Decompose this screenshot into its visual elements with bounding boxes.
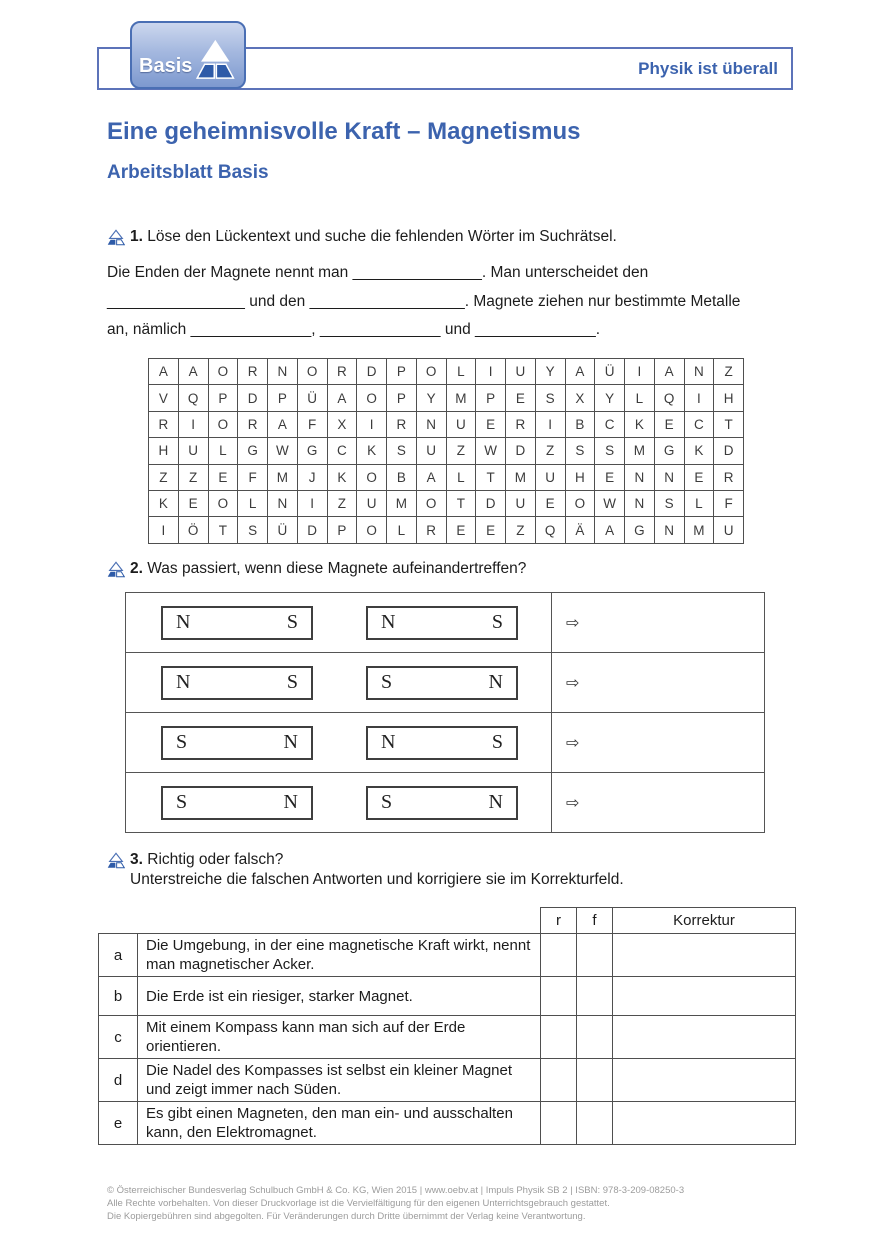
magnet-pole-right: S	[491, 731, 503, 753]
magnet-pole-left: N	[176, 611, 191, 633]
r-answer-cell	[541, 1016, 577, 1059]
wordsearch-cell: N	[654, 517, 684, 543]
r-answer-cell	[541, 934, 577, 977]
task3-instruction2: Unterstreiche die falschen Antworten und korrigiere sie im Korrekturfeld.	[130, 871, 624, 888]
wordsearch-cell: E	[654, 411, 684, 437]
wordsearch-cell: Z	[535, 438, 565, 464]
footer-line: Die Kopiergebühren sind abgegolten. Für Veränderungen durch Dritte übernimmt der Verlag keine Verantwortung.	[107, 1211, 586, 1222]
magnet-pole-right: S	[286, 611, 298, 633]
wordsearch-cell: K	[327, 464, 357, 490]
magnet-pair	[126, 713, 551, 772]
r-answer-cell	[541, 977, 577, 1016]
wordsearch-cell: P	[387, 385, 417, 411]
wordsearch-row	[149, 438, 744, 464]
magnet-pole-left: N	[176, 671, 191, 693]
wordsearch-cell: Y	[535, 359, 565, 385]
wordsearch-cell: M	[625, 438, 655, 464]
wordsearch-cell: O	[416, 490, 446, 516]
wordsearch-cell: Ä	[565, 517, 595, 543]
task3-text	[130, 850, 624, 890]
wordsearch-cell: U	[446, 411, 476, 437]
gap-text-line: an, nämlich ______________, ______________ und ______________.	[107, 321, 601, 338]
wordsearch-cell: S	[387, 438, 417, 464]
task3-number: 3.	[130, 851, 143, 868]
bar-magnet	[161, 606, 313, 640]
magnet-pole-right: N	[283, 731, 298, 753]
wordsearch-cell: Ü	[297, 385, 327, 411]
wordsearch-cell: R	[714, 464, 744, 490]
statement-text: Mit einem Kompass kann man sich auf der Erde orientieren.	[138, 1016, 541, 1059]
wordsearch-cell: L	[238, 490, 268, 516]
r-answer-cell	[541, 1102, 577, 1145]
magnet-row	[126, 652, 764, 712]
basis-logo	[130, 21, 246, 89]
wordsearch-cell: V	[149, 385, 179, 411]
wordsearch-cell: U	[178, 438, 208, 464]
task3-heading	[107, 850, 624, 890]
wordsearch-cell: I	[297, 490, 327, 516]
wordsearch-cell: Q	[178, 385, 208, 411]
f-answer-cell	[577, 977, 613, 1016]
wordsearch-cell: R	[416, 517, 446, 543]
gap-text-line: ________________ und den __________________. Magnete ziehen nur bestimmte Metalle	[107, 292, 741, 310]
wordsearch-cell: S	[654, 490, 684, 516]
wordsearch-cell: P	[387, 359, 417, 385]
magnet-pole-right: S	[286, 671, 298, 693]
wordsearch-cell: Z	[178, 464, 208, 490]
bar-magnet	[161, 726, 313, 760]
wordsearch-cell: A	[595, 517, 625, 543]
task1-heading	[107, 227, 617, 247]
right-arrow-icon: ⇨	[566, 793, 580, 812]
magnet-pair	[126, 773, 551, 832]
wordsearch-cell: I	[178, 411, 208, 437]
wordsearch-cell: I	[535, 411, 565, 437]
wordsearch-cell: A	[178, 359, 208, 385]
wordsearch-cell: A	[149, 359, 179, 385]
wordsearch-cell: O	[357, 385, 387, 411]
wordsearch-cell: T	[714, 411, 744, 437]
wordsearch-cell: E	[476, 517, 506, 543]
gap-text-line: Die Enden der Magnete nennt man _______________. Man unterscheidet den	[107, 264, 649, 281]
wordsearch-cell: D	[506, 438, 536, 464]
wordsearch-row	[149, 517, 744, 543]
wordsearch-cell: N	[625, 490, 655, 516]
wordsearch-cell: A	[268, 411, 298, 437]
wordsearch-cell: Ü	[268, 517, 298, 543]
wordsearch-cell: H	[565, 464, 595, 490]
wordsearch-cell: O	[208, 359, 238, 385]
row-letter: d	[99, 1059, 138, 1102]
wordsearch-cell: B	[387, 464, 417, 490]
wordsearch-cell: G	[238, 438, 268, 464]
wordsearch-cell: N	[268, 359, 298, 385]
task2-number: 2.	[130, 560, 143, 577]
wordsearch-cell: Ö	[178, 517, 208, 543]
wordsearch-cell: Z	[327, 490, 357, 516]
wordsearch-cell: A	[416, 464, 446, 490]
wordsearch-cell: I	[625, 359, 655, 385]
worksheet-subtitle: Arbeitsblatt Basis	[107, 162, 269, 183]
wordsearch-cell: U	[357, 490, 387, 516]
wordsearch-cell: G	[297, 438, 327, 464]
wordsearch-cell: O	[357, 517, 387, 543]
wordsearch-cell: K	[625, 411, 655, 437]
wordsearch-cell: T	[476, 464, 506, 490]
statement-row	[99, 1016, 796, 1059]
wordsearch-cell: P	[476, 385, 506, 411]
wordsearch-cell: O	[208, 411, 238, 437]
magnet-pole-left: S	[176, 731, 188, 753]
korrektur-answer-cell	[613, 1102, 796, 1145]
answer-cell	[551, 653, 764, 712]
korrektur-answer-cell	[613, 1016, 796, 1059]
wordsearch-grid	[148, 358, 744, 544]
wordsearch-cell: S	[238, 517, 268, 543]
row-letter: c	[99, 1016, 138, 1059]
wordsearch-cell: I	[684, 385, 714, 411]
wordsearch-cell: Y	[416, 385, 446, 411]
wordsearch-cell: L	[387, 517, 417, 543]
bar-magnet	[366, 726, 518, 760]
right-arrow-icon: ⇨	[566, 673, 580, 692]
wordsearch-cell: I	[149, 517, 179, 543]
wordsearch-cell: F	[714, 490, 744, 516]
wordsearch-cell: M	[268, 464, 298, 490]
wordsearch-cell: C	[327, 438, 357, 464]
wordsearch-cell: R	[327, 359, 357, 385]
wordsearch-cell: L	[446, 464, 476, 490]
wordsearch-cell: J	[297, 464, 327, 490]
wordsearch-cell: W	[595, 490, 625, 516]
magnet-pole-left: S	[381, 791, 393, 813]
magnet-row	[126, 712, 764, 772]
magnet-pair	[126, 593, 551, 652]
statement-row	[99, 1102, 796, 1145]
wordsearch-cell: P	[327, 517, 357, 543]
wordsearch-cell: M	[684, 517, 714, 543]
wordsearch-cell: X	[565, 385, 595, 411]
statement-row	[99, 934, 796, 977]
right-arrow-icon: ⇨	[566, 613, 580, 632]
pyramid-icon	[194, 38, 237, 82]
wordsearch-row	[149, 385, 744, 411]
wordsearch-row	[149, 411, 744, 437]
wordsearch-cell: R	[238, 411, 268, 437]
wordsearch-cell: S	[535, 385, 565, 411]
bar-magnet	[161, 666, 313, 700]
basis-logo-label: Basis	[139, 55, 193, 77]
wordsearch-cell: Z	[149, 464, 179, 490]
wordsearch-cell: X	[327, 411, 357, 437]
wordsearch-cell: Z	[506, 517, 536, 543]
wordsearch-cell: L	[446, 359, 476, 385]
wordsearch-cell: E	[506, 385, 536, 411]
f-answer-cell	[577, 1016, 613, 1059]
footer-line: Alle Rechte vorbehalten. Von dieser Druckvorlage ist die Vervielfältigung für den eigenen Unterrichtsgebrauch gestattet.	[107, 1198, 610, 1209]
wordsearch-cell: N	[684, 359, 714, 385]
statement-text: Die Nadel des Kompasses ist selbst ein kleiner Magnet und zeigt immer nach Süden.	[138, 1059, 541, 1102]
wordsearch-cell: H	[714, 385, 744, 411]
bar-magnet	[366, 786, 518, 820]
task2-instruction: Was passiert, wenn diese Magnete aufeinandertreffen?	[147, 560, 527, 577]
wordsearch-cell: S	[595, 438, 625, 464]
wordsearch-cell: E	[476, 411, 506, 437]
wordsearch-cell: W	[476, 438, 506, 464]
wordsearch-cell: E	[684, 464, 714, 490]
wordsearch-cell: P	[208, 385, 238, 411]
row-letter: e	[99, 1102, 138, 1145]
wordsearch-cell: U	[535, 464, 565, 490]
wordsearch-cell: E	[535, 490, 565, 516]
korrektur-answer-cell	[613, 977, 796, 1016]
task1-text	[130, 227, 617, 247]
wordsearch-cell: C	[684, 411, 714, 437]
page-title: Eine geheimnisvolle Kraft – Magnetismus	[107, 118, 581, 145]
wordsearch-cell: S	[565, 438, 595, 464]
wordsearch-cell: Y	[595, 385, 625, 411]
wordsearch-cell: Ü	[595, 359, 625, 385]
statement-row	[99, 977, 796, 1016]
task1-number: 1.	[130, 228, 143, 245]
wordsearch-cell: R	[387, 411, 417, 437]
wordsearch-cell: R	[238, 359, 268, 385]
gap-text	[107, 259, 797, 345]
answer-cell	[551, 593, 764, 652]
task-pyramid-icon	[107, 852, 125, 869]
wordsearch-cell: M	[446, 385, 476, 411]
wordsearch-cell: M	[506, 464, 536, 490]
wordsearch-cell: D	[714, 438, 744, 464]
wordsearch-cell: K	[149, 490, 179, 516]
wordsearch-cell: N	[654, 464, 684, 490]
korrektur-answer-cell	[613, 1059, 796, 1102]
magnet-pole-left: S	[381, 671, 393, 693]
wordsearch-cell: T	[208, 517, 238, 543]
statement-row	[99, 1059, 796, 1102]
row-letter: a	[99, 934, 138, 977]
wordsearch-cell: D	[476, 490, 506, 516]
wordsearch-cell: F	[238, 464, 268, 490]
footer-copyright	[107, 1184, 684, 1223]
wordsearch-cell: I	[357, 411, 387, 437]
magnet-pole-right: N	[488, 671, 503, 693]
wordsearch-cell: E	[178, 490, 208, 516]
footer-line: © Österreichischer Bundesverlag Schulbuch GmbH & Co. KG, Wien 2015 | www.oebv.at | Impuls Physik SB 2 | ISBN: 978-3-209-08250-3	[107, 1185, 685, 1196]
magnet-pole-right: N	[283, 791, 298, 813]
magnet-pole-left: S	[176, 791, 188, 813]
wordsearch-cell: F	[297, 411, 327, 437]
wordsearch-cell: O	[208, 490, 238, 516]
wordsearch-row	[149, 359, 744, 385]
answer-cell	[551, 713, 764, 772]
magnet-row	[126, 593, 764, 652]
wordsearch-cell: O	[416, 359, 446, 385]
wordsearch-cell: C	[595, 411, 625, 437]
magnet-pole-right: N	[488, 791, 503, 813]
r-answer-cell	[541, 1059, 577, 1102]
task3-instruction: Richtig oder falsch?	[147, 851, 284, 868]
task2-heading	[107, 559, 526, 579]
wordsearch-cell: A	[327, 385, 357, 411]
wordsearch-cell: U	[506, 490, 536, 516]
wordsearch-cell: U	[416, 438, 446, 464]
wordsearch-cell: A	[654, 359, 684, 385]
wordsearch-cell: E	[595, 464, 625, 490]
task-pyramid-icon	[107, 229, 125, 246]
magnet-pole-left: N	[381, 731, 396, 753]
statement-text: Die Erde ist ein riesiger, starker Magnet.	[138, 977, 541, 1016]
wordsearch-cell: N	[625, 464, 655, 490]
korrektur-answer-cell	[613, 934, 796, 977]
wordsearch-cell: L	[684, 490, 714, 516]
bar-magnet	[161, 786, 313, 820]
wordsearch-cell: U	[714, 517, 744, 543]
wordsearch-cell: O	[297, 359, 327, 385]
statement-table	[98, 907, 796, 1145]
wordsearch-cell: Z	[446, 438, 476, 464]
wordsearch-cell: O	[357, 464, 387, 490]
f-answer-cell	[577, 1059, 613, 1102]
wordsearch-cell: M	[387, 490, 417, 516]
magnet-pole-left: N	[381, 611, 396, 633]
bar-magnet	[366, 666, 518, 700]
wordsearch-cell: B	[565, 411, 595, 437]
magnet-table	[125, 592, 765, 833]
magnet-row	[126, 772, 764, 832]
wordsearch-cell: L	[208, 438, 238, 464]
wordsearch-cell: P	[268, 385, 298, 411]
wordsearch-cell: W	[268, 438, 298, 464]
wordsearch-cell: Z	[714, 359, 744, 385]
magnet-pair	[126, 653, 551, 712]
f-answer-cell	[577, 1102, 613, 1145]
statement-text: Die Umgebung, in der eine magnetische Kraft wirkt, nennt man magnetischer Acker.	[138, 934, 541, 977]
wordsearch-cell: L	[625, 385, 655, 411]
wordsearch-cell: K	[684, 438, 714, 464]
task-pyramid-icon	[107, 561, 125, 578]
column-header-f: f	[577, 908, 613, 934]
statement-table-header	[99, 908, 796, 934]
wordsearch-row	[149, 490, 744, 516]
wordsearch-cell: U	[506, 359, 536, 385]
wordsearch-cell: G	[654, 438, 684, 464]
wordsearch-cell: T	[446, 490, 476, 516]
wordsearch-cell: E	[446, 517, 476, 543]
wordsearch-cell: O	[565, 490, 595, 516]
wordsearch-cell: K	[357, 438, 387, 464]
wordsearch-row	[149, 464, 744, 490]
statement-text: Es gibt einen Magneten, den man ein- und ausschalten kann, den Elektromagnet.	[138, 1102, 541, 1145]
wordsearch-cell: N	[268, 490, 298, 516]
column-header-r: r	[541, 908, 577, 934]
wordsearch-cell: R	[149, 411, 179, 437]
wordsearch-cell: E	[208, 464, 238, 490]
wordsearch-cell: D	[238, 385, 268, 411]
wordsearch-cell: Q	[535, 517, 565, 543]
wordsearch-cell: Q	[654, 385, 684, 411]
wordsearch-cell: N	[416, 411, 446, 437]
row-letter: b	[99, 977, 138, 1016]
task1-instruction: Löse den Lückentext und suche die fehlenden Wörter im Suchrätsel.	[147, 228, 617, 245]
right-arrow-icon: ⇨	[566, 733, 580, 752]
magnet-pole-right: S	[491, 611, 503, 633]
bar-magnet	[366, 606, 518, 640]
wordsearch-cell: R	[506, 411, 536, 437]
wordsearch-cell: H	[149, 438, 179, 464]
wordsearch-cell: D	[297, 517, 327, 543]
wordsearch-cell: G	[625, 517, 655, 543]
wordsearch-cell: A	[565, 359, 595, 385]
answer-cell	[551, 773, 764, 832]
task2-text	[130, 559, 526, 579]
wordsearch-cell: D	[357, 359, 387, 385]
header-spacer	[99, 908, 541, 934]
wordsearch-cell: I	[476, 359, 506, 385]
header-tagline: Physik ist überall	[638, 58, 778, 78]
column-header-korrektur: Korrektur	[613, 908, 796, 934]
f-answer-cell	[577, 934, 613, 977]
